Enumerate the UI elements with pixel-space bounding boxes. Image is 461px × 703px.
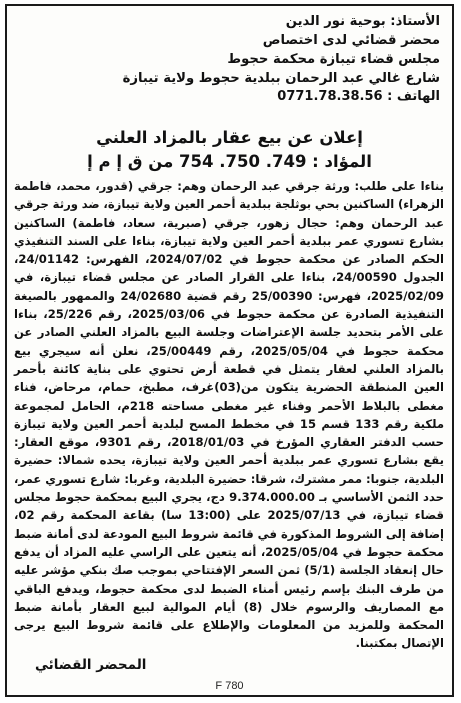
notice-code: F 780 <box>215 680 244 692</box>
notice-title: إعلان عن بيع عقار بالمزاد العلني <box>96 128 363 147</box>
phone-label: الهاتف : <box>387 89 440 104</box>
phone-line <box>40 88 440 106</box>
notice-body: بناءا على طلب: ورثة جرقي عبد الرحمان وهم: جرقي (قدور، محمد، فاطمة الزهراء) الساكنين بحي بوثلجة ببلدية أحمر العين ولاية تيبازة، ضد ورثة جرقي عبد الرحمان وهم: حجال زهور، جرقي (صبرية، سعاد، فاطمة) الساكنين بشارع تسوري عمر ببلدية أحمر العين ولاية تيبازة، بناءا على السند التنفيذي الحكم الصادر عن محكمة حجوط في 2024/07/02، الفهرس: 24/01142، الجدول 24/00590، بناءا على القرار الصادر عن مجلس قضاء تيبازة، في 2025/02/09، فهرس: 25/00390 رقم قضية 24/02680 والممهور بالصيغة التنفيذية الصادرة عن محكمة حجوط في 2025/03/06، رقم 25/226، بناءا على الأمر بتحديد جلسة الإعتراضات وجلسة البيع بالمزاد العلني الصادر عن محكمة حجوط في 2025/05/04، رقم 25/00449، نعلن أنه سيجري بيع بالمزاد العلني لعقار يتمثل في قطعة أرض تحتوي على بناية كائنة بأحمر العين المنطقة الحضرية يتكون من(03)غرف، مطبخ، حمام، مرحاض، فناء مغطى بالبلاط الأحمر وفناء غير مغطى مساحته 218م، الحامل لمجموعة ملكية رقم 133 قسم 15 في مخطط المسح لبلدية أحمر العين ولاية تيبازة حسب الدفتر العقاري المؤرخ في 2018/01/03، رقم 9301، موقع العقار: يقع بشارع تسوري عمر ببلدية أحمر العين ولاية تيبازة، يحده شمالا: حضيرة البلدية، جنوبا: ممر مشترك، شرقا: حضيرة البلدية، وغربا: شارع تسوري عمر، حدد الثمن الأساسي بـ 9.374.000.00 دج، يجري البيع بمحكمة حجوط مجلس قضاء تيبازة، في 2025/07/13 على (13:00 سا) بقاعة المحكمة رقم 02، إضافة إلى الشروط المذكورة في قائمة شروط البيع المودعة لدى أمانة ضبط محكمة حجوط في 2025/05/04، أنه يتعين على الراسي عليه المزاد أن يدفع حال إنعقاد الجلسة (5/1) ثمن السعر الإفتتاحي بموجب صك بنكي مؤشر عليه من طرف البنك بإسم رئيس أمناء الضبط لدى محكمة حجوط، ويدفع الباقي مع المصاريف والرسوم خلال (8) أيام الموالية لبيع العقار بأمانة ضبط المحكمة وللمزيد من المعلومات والإطلاع على قائمة شروط البيع يرجى الإتصال بمكتبنا. <box>14 179 445 651</box>
signature: المحضر القضائي <box>35 657 147 673</box>
legal-reference: المؤاد : 749. 750. 754 من ق إ م إ <box>87 152 372 171</box>
bailiff-name: الأستاذ: بوحية نور الدين <box>285 14 440 29</box>
office-address: شارع غالي عبد الرحمان ببلدية حجوط ولاية تيبازة <box>122 71 440 86</box>
phone-number: 0771.78.38.56 <box>277 89 383 104</box>
bailiff-title: محضر قضائي لدى اختصاص <box>262 33 440 48</box>
notice-frame <box>5 4 454 697</box>
court-name: مجلس قضاء تيبازة محكمة حجوط <box>227 52 440 67</box>
bailiff-header <box>40 12 440 106</box>
